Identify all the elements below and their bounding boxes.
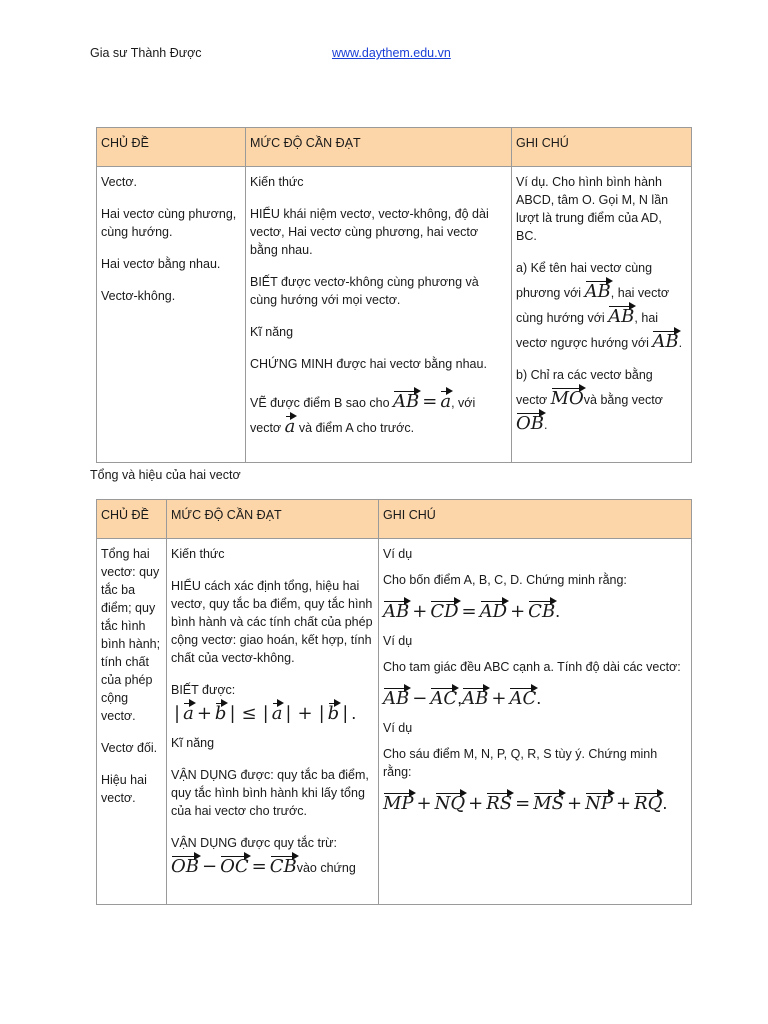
topic-item: Vectơ. xyxy=(101,175,137,189)
apply-text-2: VẬN DỤNG được quy tắc trừ: OB − OC = CBvào chứng xyxy=(171,836,356,877)
knowledge-label: Kiến thức xyxy=(250,175,304,189)
know-text: BIẾT được: | a + b | ≤ | a | + | b | . xyxy=(171,683,357,724)
vector-a: a xyxy=(440,387,451,411)
topic-cell xyxy=(97,167,246,463)
example-text: Cho sáu điểm M, N, P, Q, R, S tùy ý. Chứng minh rằng: xyxy=(383,747,658,779)
header-level: MỨC ĐỘ CẦN ĐẠT xyxy=(246,128,512,167)
topic-item: Tổng hai vectơ: quy tắc ba điểm; quy tắc hình bình hành; tính chất của phép cộng vectơ. xyxy=(101,547,161,723)
notes-cell xyxy=(379,539,692,905)
knowledge-label: Kiến thức xyxy=(171,547,225,561)
header-notes: GHI CHÚ xyxy=(512,128,692,167)
topic-item: Hai vectơ bằng nhau. xyxy=(101,257,221,271)
example-text: Cho bốn điểm A, B, C, D. Chứng minh rằng: xyxy=(383,573,627,587)
example-text: Cho tam giác đều ABC cạnh a. Tính độ dài các vectơ: xyxy=(383,660,681,674)
header-notes: GHI CHÚ xyxy=(379,500,692,539)
example-label: Ví dụ xyxy=(383,547,413,561)
notes-cell xyxy=(512,167,692,463)
example-label: Ví dụ xyxy=(383,721,413,735)
vector-ab: AB xyxy=(393,387,419,411)
vector-topic-table xyxy=(96,127,692,463)
formula-2: AB − AC,AB + AC. xyxy=(383,684,686,711)
draw-text: VẼ được điểm B sao cho AB = a, với vectơ a và điểm A cho trước. xyxy=(250,387,506,437)
topic-item: Vectơ-không. xyxy=(101,289,176,303)
apply-text-1: VẬN DỤNG được: quy tắc ba điểm, quy tắc hình bình hành khi lấy tổng của hai vectơ cho trước. xyxy=(171,768,369,818)
header-level: MỨC ĐỘ CẦN ĐẠT xyxy=(167,500,379,539)
topic-item: Hai vectơ cùng phương, cùng hướng. xyxy=(101,207,237,239)
table-row xyxy=(97,167,692,463)
table-row xyxy=(97,539,692,905)
header-topic: CHỦ ĐỀ xyxy=(97,128,246,167)
understand-text: HIỂU cách xác định tổng, hiệu hai vectơ, quy tắc ba điểm, quy tắc hình bình hành và các tính chất của phép cộng vectơ: giao hoán, kết hợp, tính chất của vectơ-không. xyxy=(171,579,373,665)
table-header-row xyxy=(97,128,692,167)
vector-a: a xyxy=(285,412,296,436)
formula-1: AB + CD = AD + CB. xyxy=(383,597,686,624)
vector-sum-table xyxy=(96,499,692,905)
page-header xyxy=(90,46,678,64)
header-topic: CHỦ ĐỀ xyxy=(97,500,167,539)
triangle-inequality: | a + b | ≤ | a | + | b | . xyxy=(171,703,356,723)
question-b: b) Chỉ ra các vectơ bằng vectơ MOvà bằng vectơ OB. xyxy=(516,368,663,434)
level-cell xyxy=(246,167,512,463)
topic-item: Vectơ đối. xyxy=(101,741,158,755)
topic-cell xyxy=(97,539,167,905)
question-a: a) Kể tên hai vectơ cùng phương với AB, hai vectơ cùng hướng với AB, hai vectơ ngược hướng với AB. xyxy=(516,261,683,352)
level-cell xyxy=(167,539,379,905)
website-link[interactable]: www.daythem.edu.vn xyxy=(332,46,451,60)
example-text: Ví dụ. Cho hình bình hành ABCD, tâm O. Gọi M, N lần lượt là trung điểm của AD, BC. xyxy=(516,175,669,243)
example-label: Ví dụ xyxy=(383,634,413,648)
skill-label: Kĩ năng xyxy=(250,325,294,339)
prove-text: CHỨNG MINH được hai vectơ bằng nhau. xyxy=(250,357,487,371)
skill-label: Kĩ năng xyxy=(171,736,215,750)
understand-text: HIỂU khái niệm vectơ, vectơ-không, độ dài vectơ, Hai vectơ cùng phương, hai vectơ bằng nhau. xyxy=(250,207,489,257)
know-text: BIẾT được vectơ-không cùng phương và cùng hướng với mọi vectơ. xyxy=(250,275,479,307)
topic-item: Hiệu hai vectơ. xyxy=(101,773,147,805)
section-title: Tổng và hiệu của hai vectơ xyxy=(90,468,241,482)
table-header-row xyxy=(97,500,692,539)
brand-text: Gia sư Thành Được xyxy=(90,46,202,60)
formula-3: MP + NQ + RS = MS + NP + RQ. xyxy=(383,789,686,816)
